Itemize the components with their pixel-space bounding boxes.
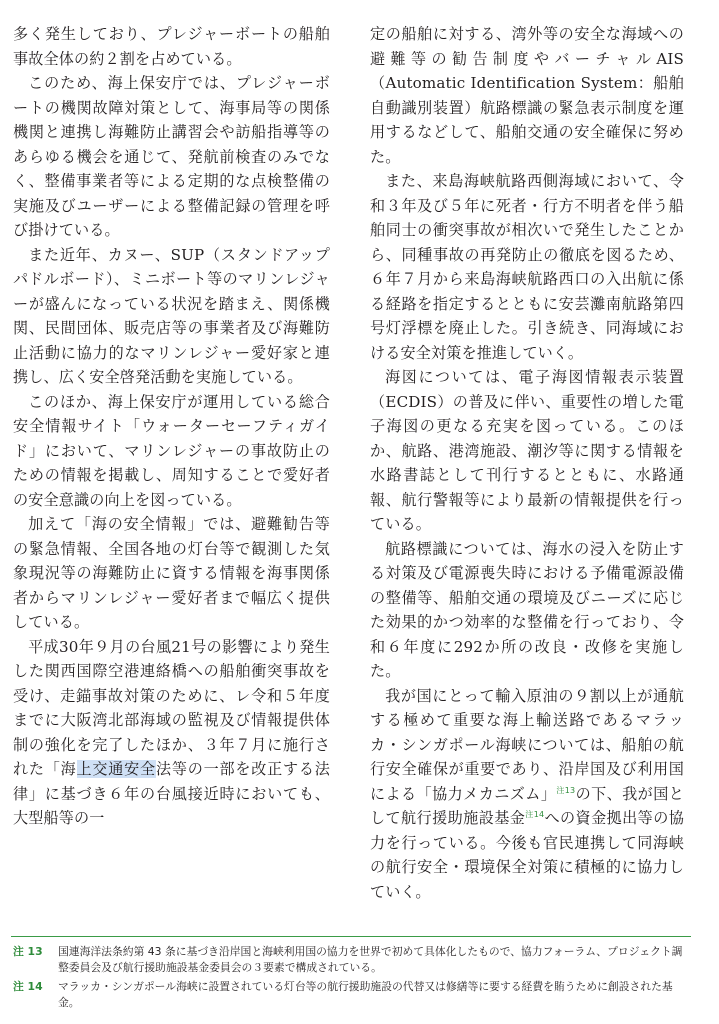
right-paragraph-2: 海図については、電子海図情報表示装置（ECDIS）の普及に伴い、重要性の増した電子海図の更なる充実を図っている。このほか、航路、港湾施設、潮汐等に関する情報を水路書誌として刊行するとともに、水路通報、航行警報等により最新の情報提供を行っている。: [370, 368, 684, 533]
footnote-13: [13, 944, 693, 976]
left-column: [13, 22, 330, 831]
footnote-14: [13, 979, 693, 1011]
left-paragraph-2: また近年、カヌー、SUP（スタンドアップパドルボード）、ミニボート等のマリンレジャーが盛んになっている状況を踏まえ、関係機関、民間団体、販売店等の事業者及び海難防止活動に協力的なマリンレジャー愛好家と連携し、広く安全啓発活動を実施している。: [13, 245, 330, 386]
left-paragraph-1: このため、海上保安庁では、プレジャーボートの機関故障対策として、海事局等の関係機関と連携し海難防止講習会や訪船指導等のあらゆる機会を通じて、発航前検査のみでなく、整備事業者等による定期的な点検整備の実施及びユーザーによる整備記録の管理を呼び掛けている。: [13, 74, 330, 239]
left-paragraph-4: 加えて「海の安全情報」では、避難勧告等の緊急情報、全国各地の灯台等で観測した気象現況等の海難防止に資する情報を海事関係者からマリンレジャー愛好者まで幅広く提供している。: [13, 515, 330, 631]
footnote-ref-13[interactable]: 注13: [556, 785, 576, 795]
footnote-13-text: 国連海洋法条約第 43 条に基づき沿岸国と海峡利用国の協力を世界で初めて具体化したもので、協力フォーラム、プロジェクト調整委員会及び航行援助施設基金委員会の３要素で構成されている。: [58, 945, 683, 974]
right-column-continuation: 定の船舶に対する、湾外等の安全な海域への避難等の勧告制度やバーチャルAIS（Automatic Identification System：船舶自動識別装置）航路標識の緊急表示制度を運用するなどして、船舶交通の安全確保に努めた。: [370, 25, 684, 166]
right-paragraph-4-text-c: への資金拠出等の協力を行っている。今後も官民連携して同海峡の航行安全・環境保全対策に積極的に協力していく。: [370, 809, 684, 901]
left-column-continuation: [13, 22, 330, 71]
left-paragraph-3: このほか、海上保安庁が運用している総合安全情報サイト「ウォーターセーフティガイド」において、マリンレジャーの事故防止のための情報を掲載し、周知することで愛好者の安全意識の向上を図っている。: [13, 392, 330, 509]
right-paragraph-4-text-b: の下、我が国として航行援助施設基金: [370, 784, 684, 827]
right-paragraph-1: また、来島海峡航路西側海域において、令和３年及び５年に死者・行方不明者を伴う船舶同士の衝突事故が相次いで発生したことから、同種事故の再発防止の徹底を図るため、６年７月から来島海峡航路西口の入出航に係る経路を指定するとともに安芸灘南航路第四号灯浮標を廃止した。引き続き、同海域における安全対策を推進していく。: [370, 172, 684, 362]
footnote-ref-14[interactable]: 注14: [525, 810, 545, 819]
footnote-divider: [11, 936, 691, 937]
highlighted-text: 上交通安全: [76, 760, 156, 778]
footnote-14-text: マラッカ・シンガポール海峡に設置されている灯台等の航行援助施設の代替又は修繕等に要する経費を賄うために創設された基金。: [58, 980, 673, 1009]
right-column: [370, 22, 684, 904]
left-paragraph-5-text-b: 法等の一部を改正する法律」に基づき６年の台風接近時においても、大型船等の一: [13, 760, 330, 827]
right-paragraph-3: 航路標識については、海水の浸入を防止する対策及び電源喪失時における予備電源設備の整備等、船舶交通の環境及びニーズに応じた効果的かつ効率的な整備を行っており、令和６年度に292か所の改良・改修を実施した。: [370, 539, 684, 680]
footnote-14-marker: 注 14: [13, 980, 43, 993]
footnote-13-marker: 注 13: [13, 945, 43, 958]
right-paragraph-4-text-a: 我が国にとって輸入原油の９割以上が通航する極めて重要な海上輸送路であるマラッカ・シンガポール海峡については、船舶の航行安全確保が重要であり、沿岸国及び利用国による「協力メカニズム」: [370, 686, 684, 803]
left-paragraph-5-text-a: 平成30年９月の台風21号の影響により発生した関西国際空港連絡橋への船舶衝突事故を受け、走錨事故対策のために、レ令和５年度までに大阪湾北部海域の監視及び情報提供体制の強化を完了したほか、３年７月に施行された「海: [13, 637, 330, 778]
right-paragraph-4: [370, 684, 684, 905]
left-paragraph-5: [13, 635, 330, 831]
left-continuation-line: 多く発生しており、プレジャーボートの船舶事故全体の約２割を占めている。: [13, 25, 330, 68]
